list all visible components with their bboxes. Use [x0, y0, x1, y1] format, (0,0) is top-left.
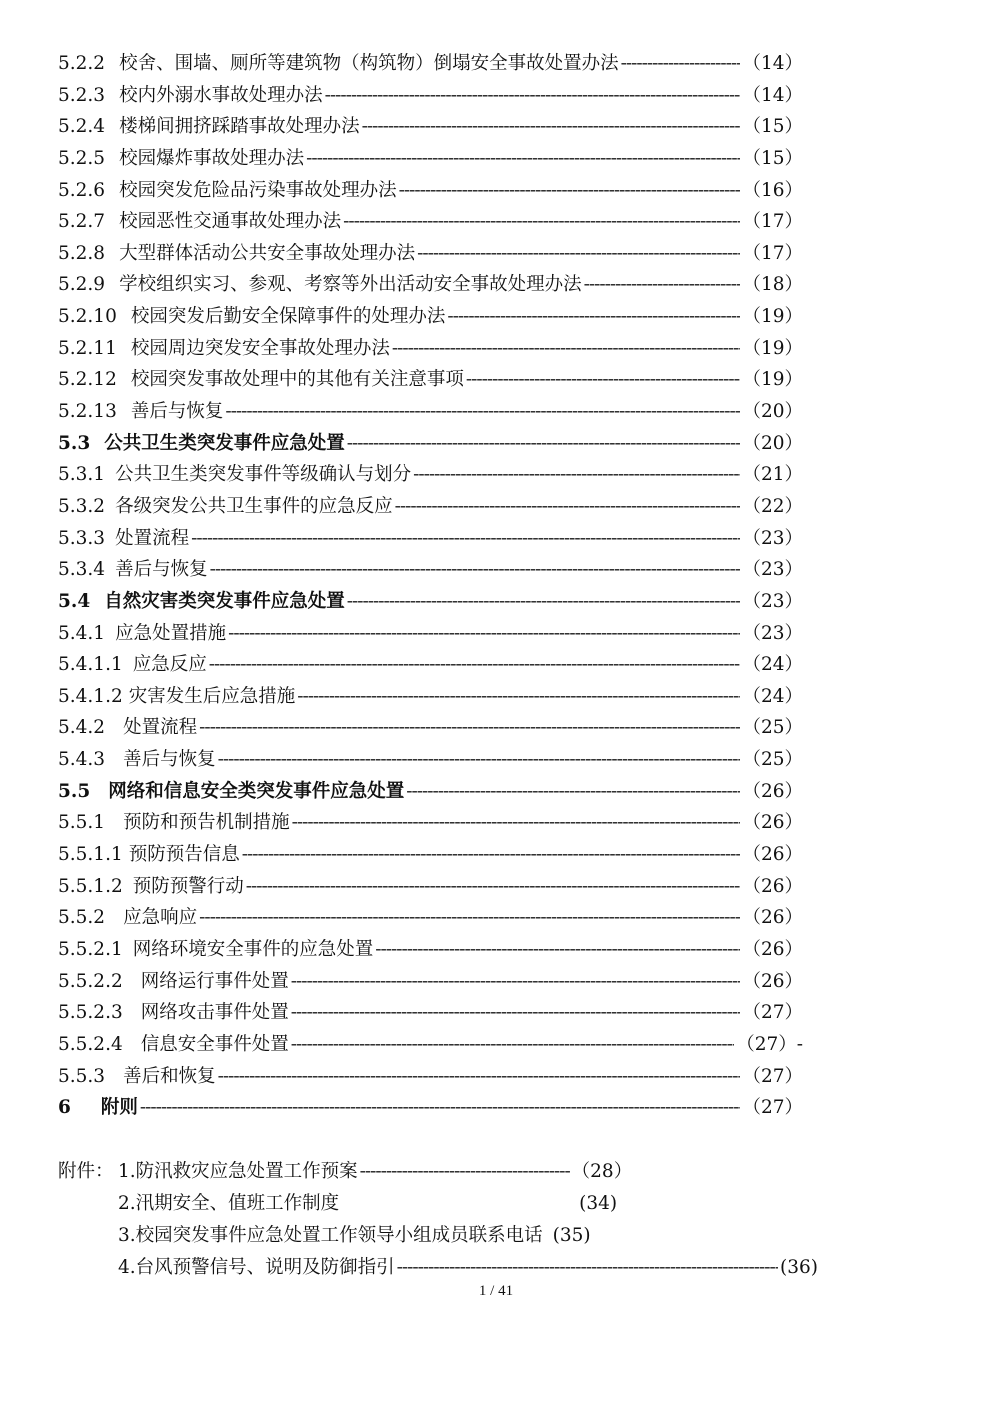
toc-entry-page: （26） [742, 844, 803, 866]
toc-leader-dashes [291, 997, 741, 1029]
toc-entry-title: 信息安全事件处置 [140, 1033, 289, 1055]
toc-entry-page: （26） [742, 938, 803, 960]
toc-entry-page: （25） [742, 717, 803, 739]
toc-entry [58, 301, 803, 333]
toc-entry-number: 5.3.2 [58, 495, 106, 517]
toc-entry-number: 5.3.3 [58, 527, 106, 549]
toc-entry-title: 附则 [100, 1097, 138, 1119]
toc-leader-dashes [325, 80, 741, 112]
appendix-item [58, 1252, 818, 1284]
toc-leader-dashes [417, 238, 740, 270]
toc-entry-page: （23） [742, 622, 803, 644]
toc-entry-page: （19） [742, 337, 803, 359]
toc-entry-page: （27） [742, 1097, 803, 1119]
toc-leader-dashes [375, 934, 740, 966]
toc-entry-title: 校园恶性交通事故处理办法 [119, 211, 342, 233]
toc-entry-number: 5.5.2.3 [58, 1002, 123, 1024]
appendix-leader-dashes [360, 1156, 570, 1188]
toc-entry-title: 善后与恢复 [130, 401, 224, 423]
toc-entry-number: 5.2.12 [58, 369, 117, 391]
appendix-item-title: 1.防汛救灾应急处置工作预案 [118, 1161, 358, 1182]
appendix-list [58, 1156, 818, 1284]
toc-entry-number: 5.2.10 [58, 306, 117, 328]
toc-entry-title: 善后与恢复 [115, 559, 208, 581]
toc-entry [58, 175, 803, 207]
toc-entry-page: （23） [742, 590, 803, 612]
toc-entry [58, 206, 803, 238]
toc-entry-page: （26） [742, 970, 803, 992]
toc-entry-title: 网络攻击事件处置 [140, 1002, 289, 1024]
toc-leader-dashes [621, 48, 741, 80]
toc-entry-number: 5.4.3 [58, 749, 106, 771]
toc-entry-number: 5.5.2 [58, 907, 106, 929]
toc-leader-dashes [225, 396, 740, 428]
toc-entry-title: 应急处置措施 [115, 622, 227, 644]
toc-entry [58, 459, 803, 491]
toc-entry-title: 校园突发危险品污染事故处理办法 [119, 179, 397, 201]
toc-entry-title: 学校组织实习、参观、考察等外出活动安全事故处理办法 [119, 274, 582, 296]
toc-leader-dashes [246, 871, 741, 903]
toc-entry-title: 自然灾害类突发事件应急处置 [104, 590, 345, 612]
toc-entry-number: 5.5.2.1 [58, 938, 123, 960]
toc-entry-title: 处置流程 [115, 527, 190, 549]
toc-entry-page: （27） [742, 1002, 803, 1024]
toc-entry [58, 618, 803, 650]
toc-entry [58, 681, 803, 713]
toc-entry-number: 5.5.2.4 [58, 1033, 123, 1055]
toc-entry-page: （14） [742, 84, 803, 106]
toc-entry [58, 586, 803, 618]
appendix-item-title: 2.汛期安全、值班工作制度 [118, 1193, 340, 1214]
toc-entry-title: 校园突发事故处理中的其他有关注意事项 [130, 369, 464, 391]
toc-entry [58, 111, 803, 143]
toc-entry-page: （20） [742, 432, 803, 454]
toc-entry-number: 5.2.5 [58, 147, 106, 169]
appendix-item-page: (35) [552, 1225, 591, 1246]
toc-leader-dashes [140, 1092, 741, 1124]
toc-leader-dashes [406, 776, 740, 808]
toc-entry [58, 839, 803, 871]
appendix-item [58, 1156, 818, 1188]
toc-entry-title: 处置流程 [123, 717, 198, 739]
toc-entry-title: 校内外溺水事故处理办法 [119, 84, 323, 106]
toc-entry-page: （23） [742, 527, 803, 549]
toc-entry [58, 807, 803, 839]
toc-leader-dashes [584, 269, 741, 301]
toc-entry [58, 871, 803, 903]
toc-entry [58, 80, 803, 112]
toc-leader-dashes [392, 333, 741, 365]
toc-entry-page: （18） [742, 274, 803, 296]
toc-entry [58, 712, 803, 744]
toc-entry-title: 校园突发后勤安全保障事件的处理办法 [130, 306, 446, 328]
toc-entry-number: 5.5.1.1 [58, 844, 123, 866]
toc-entry-number: 5.5.2.2 [58, 970, 123, 992]
toc-entry-page: （22） [742, 495, 803, 517]
toc-entry-number: 5.5.3 [58, 1065, 106, 1087]
toc-entry [58, 1092, 803, 1124]
toc-entry [58, 491, 803, 523]
toc-leader-dashes [447, 301, 740, 333]
toc-entry [58, 269, 803, 301]
toc-entry-page: （27）- [736, 1033, 803, 1055]
toc-entry-number: 5.2.6 [58, 179, 106, 201]
toc-entry-page: （26） [742, 907, 803, 929]
toc-entry-title: 网络和信息安全类突发事件应急处置 [108, 780, 405, 802]
toc-leader-dashes [291, 966, 741, 998]
toc-entry-number: 5.3.1 [58, 464, 106, 486]
toc-entry-title: 灾害发生后应急措施 [128, 685, 296, 707]
toc-entry-title: 各级突发公共卫生事件的应急反应 [115, 495, 393, 517]
toc-leader-dashes [347, 586, 741, 618]
toc-entry [58, 428, 803, 460]
toc-leader-dashes [199, 712, 740, 744]
toc-entry-title: 校舍、围墙、厕所等建筑物（构筑物）倒塌安全事故处置办法 [119, 53, 619, 74]
toc-entry-number: 5.5 [58, 780, 91, 802]
toc-entry-page: （27） [742, 1065, 803, 1087]
toc-entry-number: 5.2.9 [58, 274, 106, 296]
toc-entry [58, 934, 803, 966]
toc-entry [58, 997, 803, 1029]
appendix-item-page: (34) [579, 1193, 618, 1214]
toc-entry-number: 5.3 [58, 432, 91, 454]
toc-entry-page: （21） [742, 464, 803, 486]
toc-leader-dashes [347, 428, 741, 460]
toc-leader-dashes [199, 902, 740, 934]
toc-entry-title: 应急响应 [123, 907, 198, 929]
toc-entry-page: （20） [742, 401, 803, 423]
toc-entry-number: 5.5.1.2 [58, 875, 123, 897]
appendix-leader-dashes [397, 1252, 778, 1284]
toc-entry-title: 网络环境安全事件的应急处置 [132, 938, 374, 960]
toc-entry [58, 554, 803, 586]
toc-leader-dashes [395, 491, 741, 523]
toc-entry-title: 楼梯间拥挤踩踏事故处理办法 [119, 116, 360, 138]
table-of-contents [58, 48, 803, 1124]
toc-entry-number: 5.2.13 [58, 401, 117, 423]
toc-entry-page: （17） [742, 211, 803, 233]
appendix-item-page: (36) [780, 1257, 818, 1278]
toc-entry-title: 预防预告信息 [128, 844, 240, 866]
toc-entry-page: （15） [742, 147, 803, 169]
toc-entry [58, 649, 803, 681]
toc-entry-number: 5.4 [58, 590, 91, 612]
toc-leader-dashes [228, 618, 740, 650]
toc-entry-number: 5.4.1.1 [58, 654, 123, 676]
toc-entry-title: 校园爆炸事故处理办法 [119, 147, 305, 169]
toc-entry-page: （19） [742, 369, 803, 391]
toc-entry-number: 5.3.4 [58, 559, 106, 581]
toc-entry-page: （14） [742, 53, 803, 74]
toc-entry-number: 5.2.11 [58, 337, 117, 359]
toc-entry-page: （24） [742, 685, 803, 707]
toc-entry-page: （16） [742, 179, 803, 201]
toc-entry-title: 公共卫生类突发事件等级确认与划分 [115, 464, 412, 486]
toc-entry-number: 6 [58, 1097, 71, 1119]
toc-leader-dashes [292, 807, 741, 839]
toc-leader-dashes [218, 744, 741, 776]
toc-leader-dashes [466, 364, 741, 396]
toc-entry-number: 5.2.2 [58, 53, 106, 74]
appendix-item-title: 4.台风预警信号、说明及防御指引 [118, 1257, 395, 1278]
toc-entry-number: 5.2.7 [58, 211, 106, 233]
toc-leader-dashes [210, 554, 741, 586]
toc-entry-title: 预防和预告机制措施 [123, 812, 290, 834]
toc-entry-page: （24） [742, 654, 803, 676]
toc-entry [58, 1029, 803, 1061]
appendix-item-page: （28） [571, 1161, 633, 1182]
toc-entry [58, 238, 803, 270]
toc-entry [58, 523, 803, 555]
toc-entry-title: 善后和恢复 [123, 1065, 216, 1087]
appendix-item [58, 1220, 818, 1252]
appendix-item [58, 1188, 818, 1220]
toc-entry-title: 大型群体活动公共安全事故处理办法 [119, 242, 416, 264]
toc-entry [58, 333, 803, 365]
toc-leader-dashes [242, 839, 741, 871]
toc-leader-dashes [413, 459, 740, 491]
toc-entry-page: （23） [742, 559, 803, 581]
toc-entry-number: 5.2.8 [58, 242, 106, 264]
toc-entry-title: 网络运行事件处置 [140, 970, 289, 992]
toc-entry-number: 5.4.1.2 [58, 685, 123, 707]
appendix-item-title: 3.校园突发事件应急处置工作领导小组成员联系电话 [118, 1225, 543, 1246]
toc-leader-dashes [343, 206, 740, 238]
toc-entry [58, 364, 803, 396]
toc-entry-title: 善后与恢复 [123, 749, 216, 771]
toc-entry [58, 744, 803, 776]
toc-entry-title: 应急反应 [132, 654, 207, 676]
toc-entry-page: （25） [742, 749, 803, 771]
toc-entry [58, 902, 803, 934]
toc-leader-dashes [191, 523, 740, 555]
toc-leader-dashes [362, 111, 741, 143]
toc-leader-dashes [399, 175, 741, 207]
toc-leader-dashes [218, 1061, 741, 1093]
toc-entry [58, 143, 803, 175]
toc-entry [58, 1061, 803, 1093]
toc-entry-page: （26） [742, 780, 803, 802]
toc-entry-number: 5.2.3 [58, 84, 106, 106]
toc-entry-title: 公共卫生类突发事件应急处置 [104, 432, 345, 454]
toc-entry-number: 5.4.2 [58, 717, 106, 739]
toc-leader-dashes [209, 649, 741, 681]
toc-entry-number: 5.5.1 [58, 812, 106, 834]
toc-entry-title: 预防预警行动 [132, 875, 244, 897]
toc-entry-number: 5.4.1 [58, 622, 106, 644]
toc-leader-dashes [297, 681, 740, 713]
toc-entry [58, 966, 803, 998]
toc-entry-page: （15） [742, 116, 803, 138]
toc-leader-dashes [306, 143, 740, 175]
toc-entry-page: （26） [742, 812, 803, 834]
toc-entry [58, 396, 803, 428]
appendix-label: 附件： [58, 1161, 114, 1182]
toc-entry [58, 776, 803, 808]
toc-entry-page: （19） [742, 306, 803, 328]
toc-entry-page: （26） [742, 875, 803, 897]
toc-entry-title: 校园周边突发安全事故处理办法 [130, 337, 390, 359]
page-number: 1 / 41 [478, 1283, 514, 1299]
toc-entry-page: （17） [742, 242, 803, 264]
toc-entry-number: 5.2.4 [58, 116, 106, 138]
toc-entry [58, 48, 803, 80]
toc-leader-dashes [291, 1029, 734, 1061]
